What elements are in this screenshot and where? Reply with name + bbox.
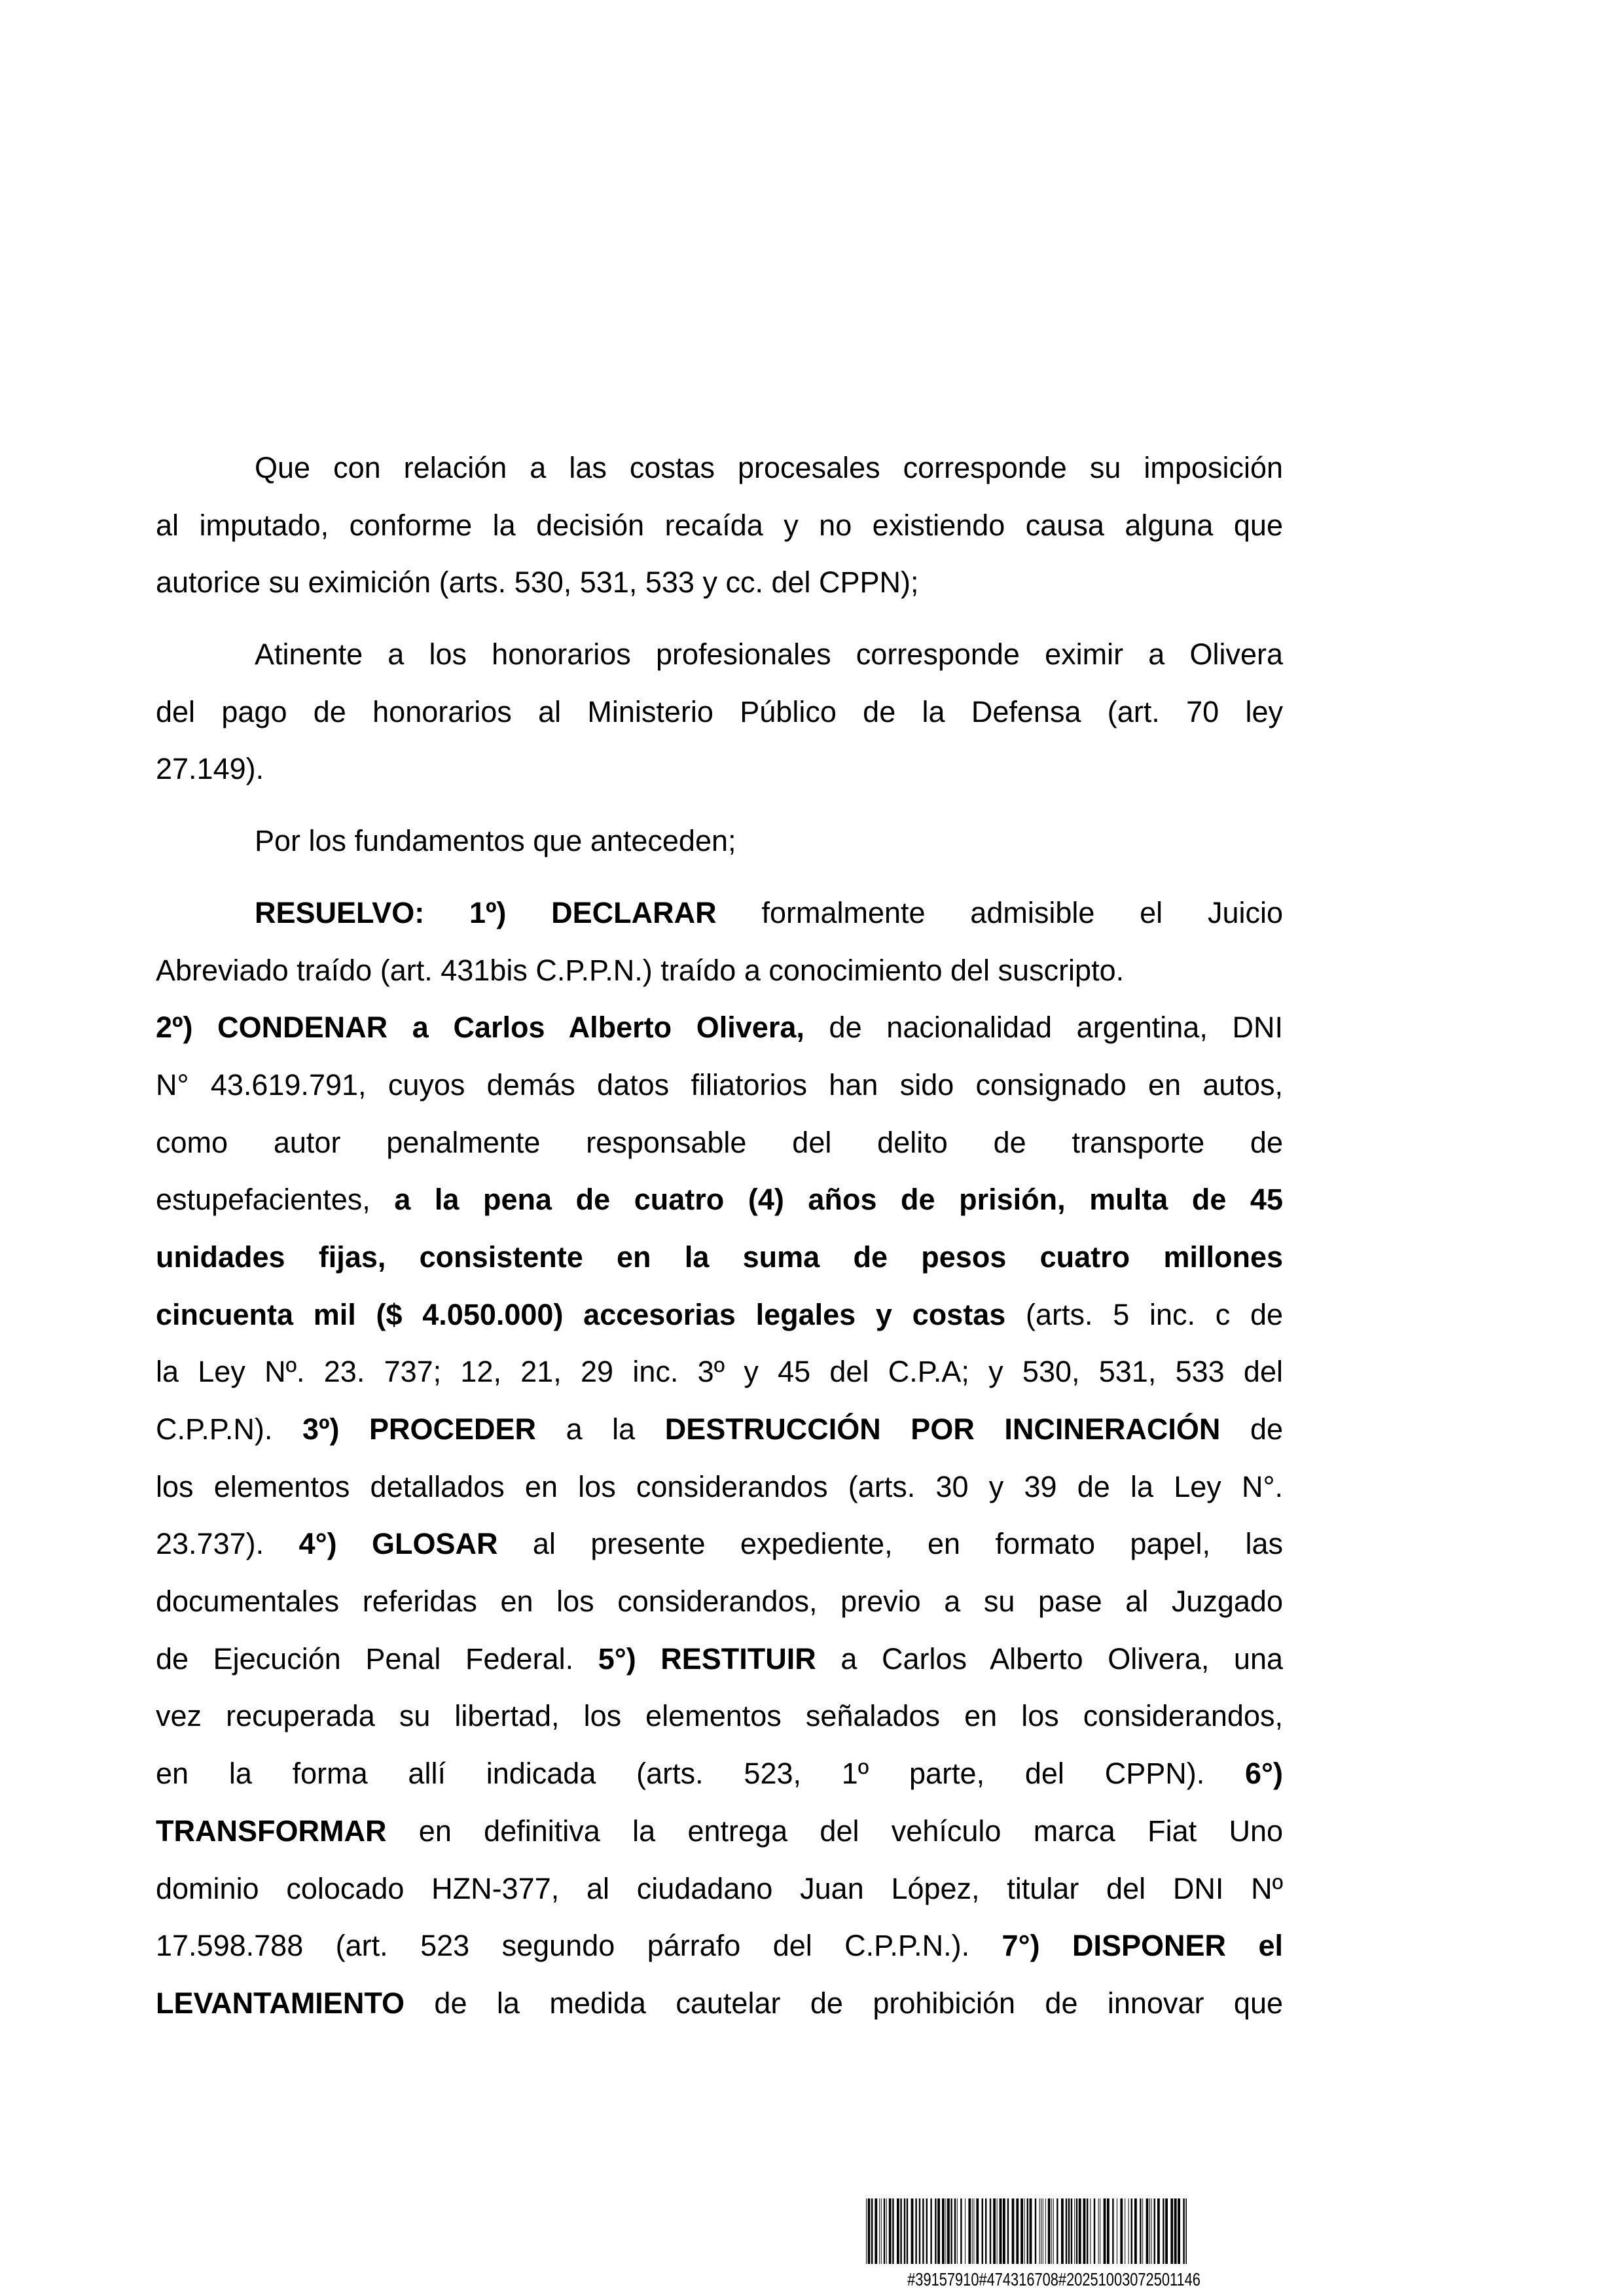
barcode-bar (968, 2198, 971, 2264)
barcode-bar (889, 2198, 892, 2264)
barcode-bar (1061, 2198, 1064, 2264)
barcode-bar (947, 2198, 950, 2264)
barcode-bar (1007, 2198, 1009, 2264)
barcode-bar (1083, 2198, 1086, 2264)
barcode-bar (993, 2198, 996, 2264)
paragraph (156, 812, 1283, 870)
text: Que con relación a las costas procesales corresponde su imposición (255, 451, 1283, 484)
barcode-bar (1053, 2198, 1054, 2264)
barcode-bar (1183, 2198, 1184, 2264)
text-line (156, 1114, 1283, 1172)
barcode-bar (922, 2198, 924, 2264)
text-line (156, 1860, 1283, 1918)
barcode-bar (886, 2198, 887, 2264)
text: documentales referidas en los considerandos, previo a su pase al Juzgado (156, 1585, 1283, 1619)
barcode-bar (868, 2198, 871, 2264)
text-line (156, 439, 1283, 497)
barcode-bar (937, 2198, 940, 2264)
barcode-bar (892, 2198, 893, 2264)
document-body (156, 439, 1283, 2032)
text-line (156, 1573, 1283, 1630)
barcode-bar (1045, 2198, 1046, 2264)
barcode-bar (1039, 2198, 1040, 2264)
barcode-bar (1185, 2198, 1187, 2264)
barcode-bar (1163, 2198, 1164, 2264)
text: formalmente admisible el Juicio (716, 895, 1283, 929)
paragraph (156, 626, 1283, 798)
text: como autor penalmente responsable del delito de transporte de (156, 1125, 1283, 1159)
barcode-bar (879, 2198, 880, 2264)
bold-text: 7°) DISPONER el (1001, 1929, 1283, 1963)
bold-text: TRANSFORMAR (156, 1814, 387, 1848)
bold-text: unidades fijas, consistente en la suma de pesos cuatro millones (156, 1240, 1283, 1274)
barcode-bar (935, 2198, 936, 2264)
text-line (156, 812, 1283, 870)
barcode-bar (985, 2198, 986, 2264)
barcode-bar (1149, 2198, 1150, 2264)
barcode-bar (1134, 2198, 1137, 2264)
text: de la medida cautelar de prohibición de innovar que (405, 1986, 1283, 2020)
barcode-bar (997, 2198, 998, 2264)
barcode-bar (1020, 2198, 1023, 2264)
text-line (156, 497, 1283, 554)
barcode-bar (1012, 2198, 1015, 2264)
barcode-bar (1140, 2198, 1141, 2264)
barcode-bar (990, 2198, 991, 2264)
barcode-bar (904, 2198, 905, 2264)
text: a Carlos Alberto Olivera, una (816, 1641, 1284, 1676)
text-line (156, 1975, 1283, 2032)
barcode-bar (942, 2198, 945, 2264)
barcode-bar (1170, 2198, 1173, 2264)
barcode-bar (911, 2198, 914, 2264)
barcode-bar (930, 2198, 931, 2264)
text-line (156, 1745, 1283, 1803)
barcode-bar (957, 2198, 958, 2264)
text: C.P.P.N). (156, 1412, 302, 1446)
barcode-bar (926, 2198, 928, 2264)
barcode-bar (871, 2198, 873, 2264)
text: Por los fundamentos que anteceden; (255, 824, 736, 858)
bold-text: 4°) GLOSAR (298, 1527, 498, 1561)
text-line (156, 1171, 1283, 1229)
barcode-bar (1131, 2198, 1132, 2264)
barcode-bar (1048, 2198, 1051, 2264)
barcode-bar (1094, 2198, 1095, 2264)
text-line (156, 1917, 1283, 1975)
text-line (156, 884, 1283, 942)
barcode-bar (1068, 2198, 1070, 2264)
bold-text: a la pena de cuatro (4) años de prisión, multa de 45 (394, 1183, 1283, 1217)
barcode-bar (960, 2198, 962, 2264)
text-line (156, 1458, 1283, 1516)
barcode-bar (1178, 2198, 1180, 2264)
barcode-bar (875, 2198, 877, 2264)
barcode-bar (1030, 2198, 1032, 2264)
barcode-bar (1003, 2198, 1005, 2264)
text: la Ley Nº. 23. 737; 12, 21, 29 inc. 3º y 45 del C.P.A; y 530, 531, 533 del (156, 1355, 1283, 1389)
text: de (1220, 1412, 1283, 1446)
barcode-bar (1142, 2198, 1143, 2264)
barcode-bar (972, 2198, 973, 2264)
paragraph (156, 439, 1283, 611)
barcode-bar (881, 2198, 882, 2264)
barcode-number-text: #39157910#474316708#20251003072501146 (907, 2269, 1200, 2289)
text-line (156, 942, 1283, 999)
barcode (866, 2198, 1187, 2264)
bold-text: DESTRUCCIÓN POR INCINERACIÓN (664, 1412, 1221, 1446)
bold-text: LEVANTAMIENTO (156, 1986, 405, 2020)
barcode-bar (866, 2198, 867, 2264)
barcode-bar (950, 2198, 952, 2264)
text: de Ejecución Penal Federal. (156, 1641, 598, 1676)
barcode-number (866, 2269, 1200, 2289)
text-line (156, 1515, 1283, 1573)
paragraph (156, 884, 1283, 2032)
barcode-bar (1074, 2198, 1075, 2264)
barcode-bar (1151, 2198, 1152, 2264)
text: de nacionalidad argentina, DNI (804, 1011, 1284, 1045)
barcode-bar (945, 2198, 946, 2264)
text-line (156, 999, 1283, 1056)
barcode-bar (1128, 2198, 1129, 2264)
text: 23.737). (156, 1527, 299, 1561)
barcode-bar (1056, 2198, 1058, 2264)
text-line (156, 1687, 1283, 1745)
barcode-bar (1027, 2198, 1028, 2264)
barcode-bar (976, 2198, 979, 2264)
text: al presente expediente, en formato papel, las (497, 1527, 1283, 1561)
text-line (156, 554, 1283, 611)
barcode-bar (1051, 2198, 1052, 2264)
text: Abreviado traído (art. 431bis C.P.P.N.) traído a conocimiento del suscripto. (156, 953, 1125, 987)
text: (arts. 5 inc. c de (1005, 1297, 1283, 1331)
barcode-bar (1024, 2198, 1025, 2264)
barcode-bar (1107, 2198, 1110, 2264)
text: 17.598.788 (art. 523 segundo párrafo del C.P.P.N.). (156, 1929, 1002, 1963)
text-line (156, 740, 1283, 798)
barcode-bar (897, 2198, 899, 2264)
barcode-bar (1157, 2198, 1160, 2264)
text-line (156, 683, 1283, 741)
barcode-bar (954, 2198, 956, 2264)
text: a la (536, 1412, 665, 1446)
bold-text: 5°) RESTITUIR (598, 1641, 816, 1676)
text: los elementos detallados en los considerandos (arts. 30 y 39 de la Ley N°. (156, 1469, 1283, 1503)
text: en la forma allí indicada (arts. 523, 1º parte, del CPPN). (156, 1757, 1245, 1791)
bold-text: cincuenta mil ($ 4.050.000) accesorias legales y costas (156, 1297, 1006, 1331)
text: Atinente a los honorarios profesionales corresponde eximir a Olivera (255, 637, 1283, 672)
barcode-bar (907, 2198, 908, 2264)
barcode-bar (1079, 2198, 1081, 2264)
barcode-bar (1104, 2198, 1106, 2264)
bold-text: 3º) PROCEDER (302, 1412, 537, 1446)
barcode-bar (1000, 2198, 1002, 2264)
barcode-bar (1035, 2198, 1036, 2264)
barcode-bar (1090, 2198, 1091, 2264)
barcode-bar (900, 2198, 901, 2264)
barcode-bar (919, 2198, 920, 2264)
bold-text: RESUELVO: 1º) DECLARAR (255, 895, 717, 929)
text-line (156, 1229, 1283, 1286)
barcode-bar (1076, 2198, 1077, 2264)
barcode-bar (1165, 2198, 1168, 2264)
text-line (156, 1401, 1283, 1458)
barcode-bar (1174, 2198, 1177, 2264)
barcode-bar (915, 2198, 916, 2264)
text-line (156, 1343, 1283, 1401)
text: del pago de honorarios al Ministerio Público de la Defensa (art. 70 ley (156, 694, 1283, 728)
barcode-bar (1016, 2198, 1019, 2264)
text-line (156, 626, 1283, 683)
barcode-bar (884, 2198, 885, 2264)
barcode-bar (1087, 2198, 1088, 2264)
barcode-bar (1098, 2198, 1099, 2264)
text-line (156, 1286, 1283, 1344)
barcode-bar (1071, 2198, 1072, 2264)
bold-text: 2º) CONDENAR a Carlos Alberto Olivera, (156, 1011, 804, 1045)
text: autorice su eximición (arts. 530, 531, 533 y cc. del CPPN); (156, 565, 919, 600)
text: al imputado, conforme la decisión recaída y no existiendo causa alguna que (156, 508, 1283, 542)
text: estupefacientes, (156, 1183, 395, 1217)
text-line (156, 1630, 1283, 1688)
barcode-bar (1112, 2198, 1113, 2264)
text-line (156, 1056, 1283, 1114)
bold-text: 6°) (1244, 1757, 1283, 1791)
barcode-bar (1154, 2198, 1155, 2264)
barcode-bar (1146, 2198, 1149, 2264)
barcode-bar (973, 2198, 974, 2264)
text-line (156, 1803, 1283, 1860)
text: dominio colocado HZN-377, al ciudadano Juan López, titular del DNI Nº (156, 1871, 1283, 1905)
barcode-bar (1066, 2198, 1067, 2264)
text: 27.149). (156, 752, 264, 786)
text: en definitiva la entrega del vehículo marca Fiat Uno (386, 1814, 1283, 1848)
barcode-bar (982, 2198, 983, 2264)
barcode-bar (1120, 2198, 1123, 2264)
text: N° 43.619.791, cuyos demás datos filiatorios han sido consignado en autos, (156, 1067, 1283, 1102)
text: vez recuperada su libertad, los elementos señalados en los considerandos, (156, 1699, 1283, 1733)
